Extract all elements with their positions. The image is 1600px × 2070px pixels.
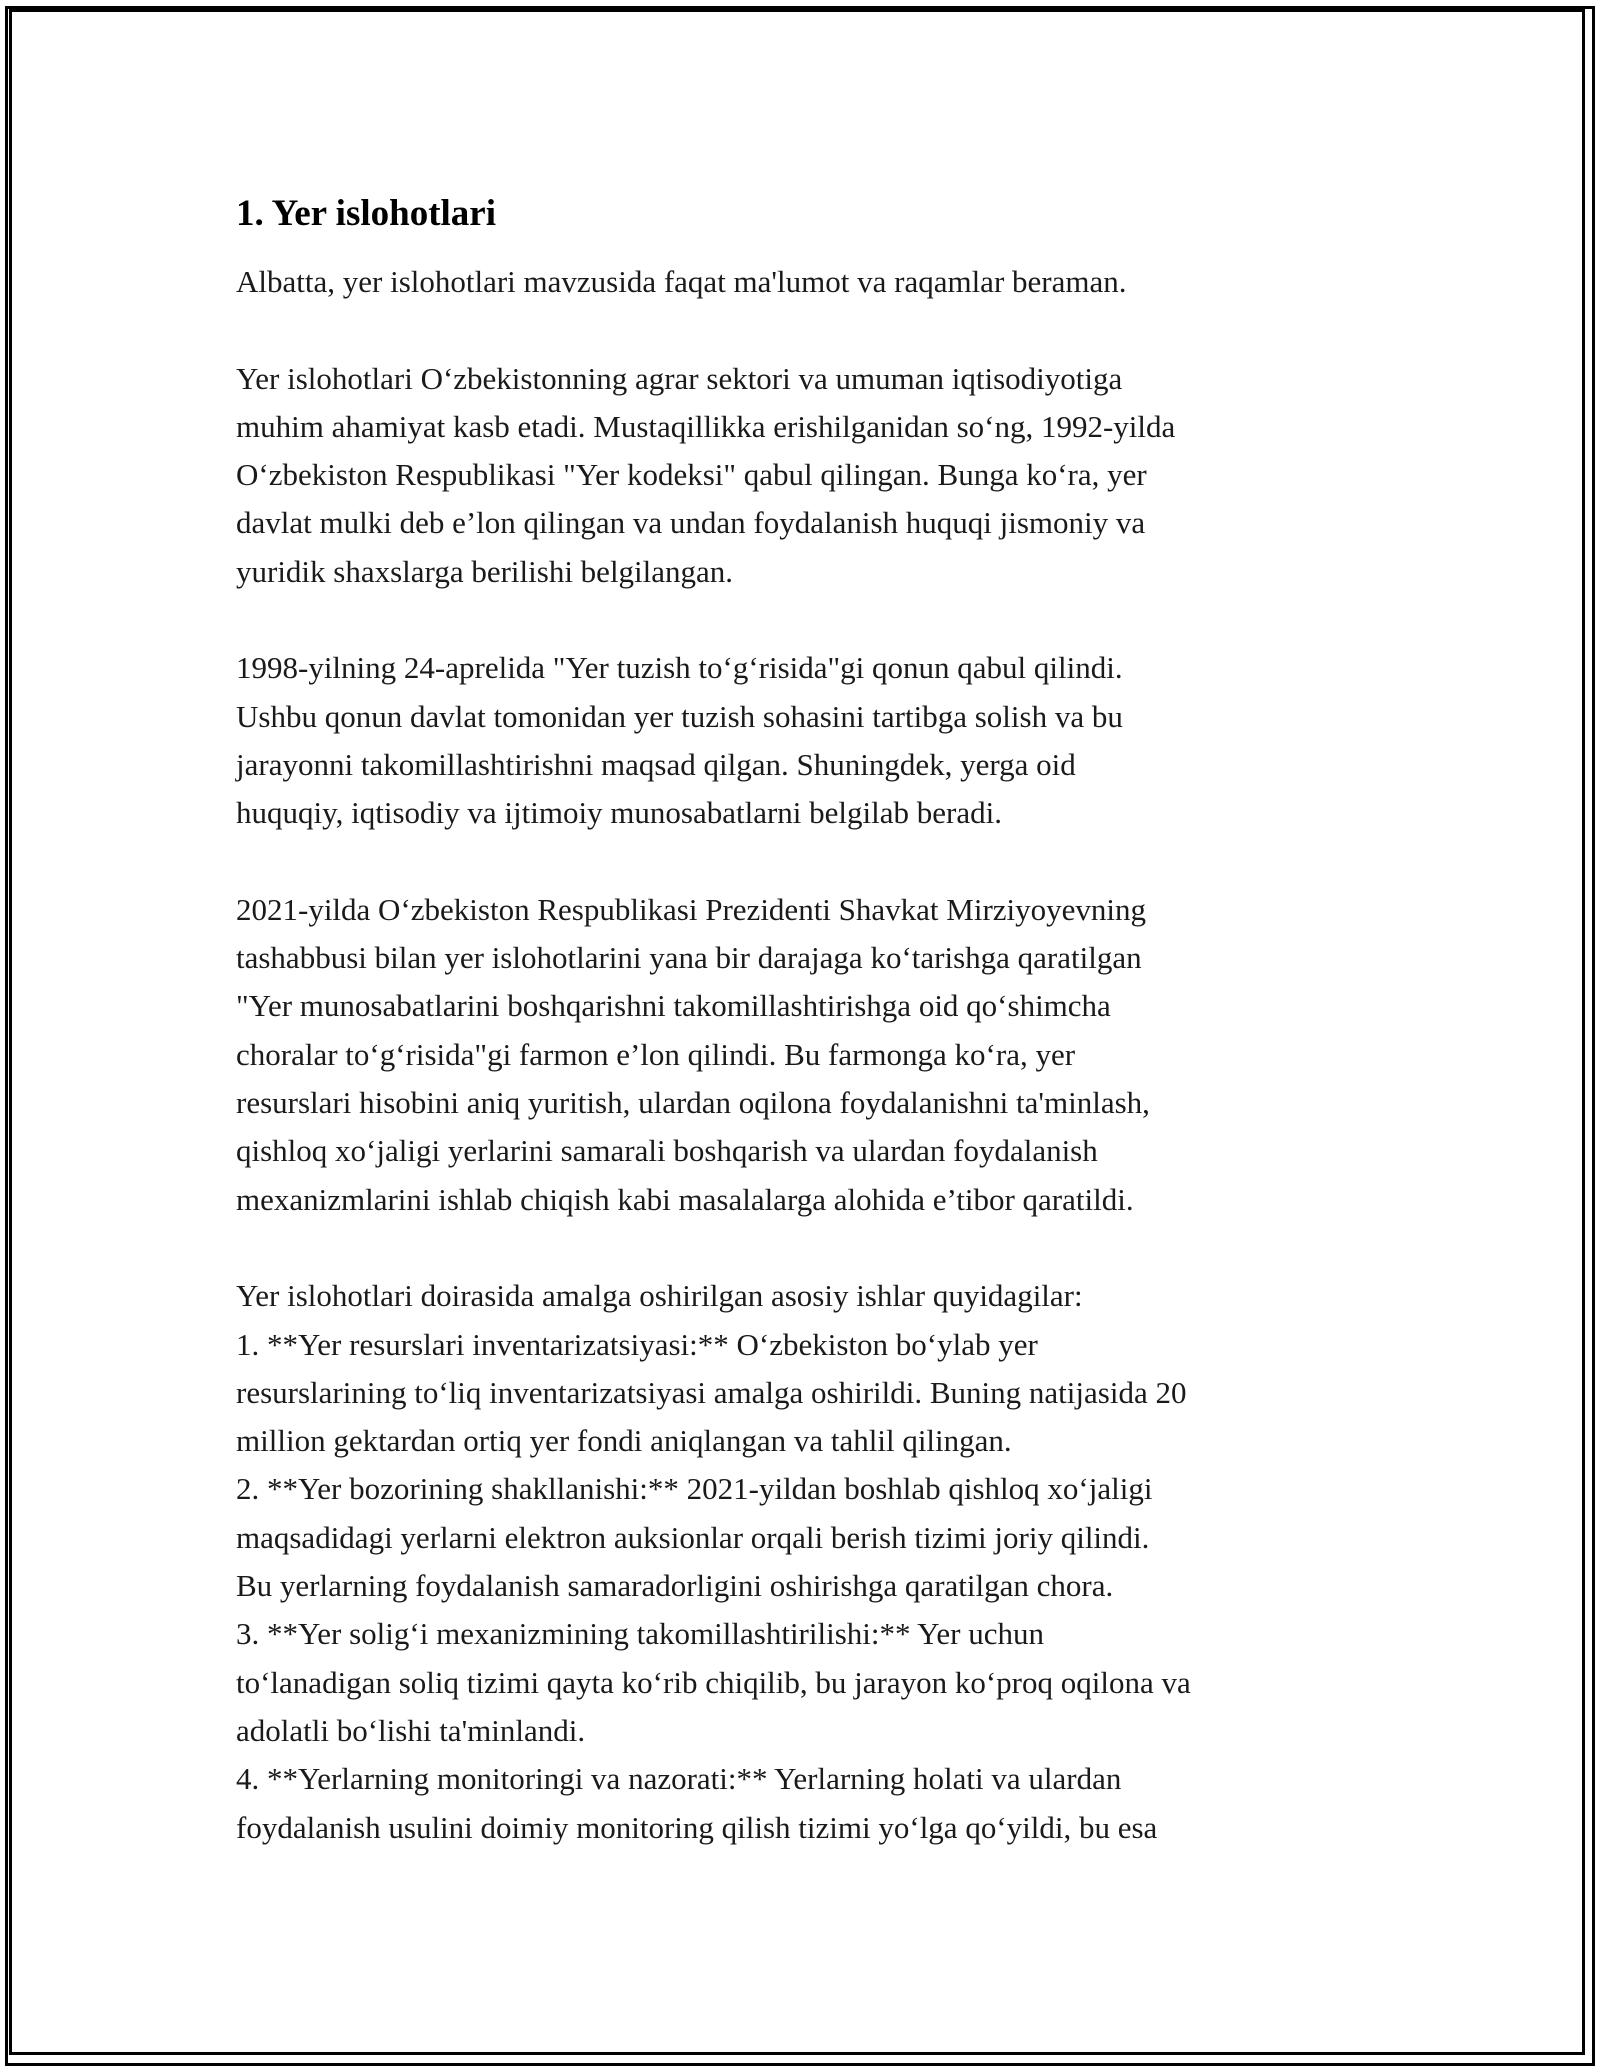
reforms-list [236, 1272, 1396, 1852]
list-item-line: 2. **Yer bozorining shakllanishi:** 2021-yildan boshlab qishloq xo‘jaligi [236, 1471, 1153, 1507]
text-line: tashabbusi bilan yer islohotlarini yana bir darajaga ko‘tarishga qaratilgan [236, 940, 1142, 976]
text-line: mexanizmlarini ishlab chiqish kabi masalalarga alohida e’tibor qaratildi. [236, 1181, 1134, 1217]
list-item-line: 4. **Yerlarning monitoringi va nazorati:** Yerlarning holati va ulardan [236, 1761, 1122, 1797]
text-line: Ushbu qonun davlat tomonidan yer tuzish sohasini tartibga solish va bu [236, 698, 1123, 734]
text-line: Yer islohotlari O‘zbekistonning agrar sektori va umuman iqtisodiyotiga [236, 360, 1123, 396]
paragraph-land-law-1998 [236, 644, 1396, 837]
list-item-line: resurslarining to‘liq inventarizatsiyasi amalga oshirildi. Buning natijasida 20 [236, 1374, 1187, 1410]
text-line: 1998-yilning 24-aprelida "Yer tuzish to‘g‘risida"gi qonun qabul qilindi. [236, 650, 1123, 686]
text-line: "Yer munosabatlarini boshqarishni takomillashtirishga oid qo‘shimcha [236, 988, 1111, 1024]
text-line: huquqiy, iqtisodiy va ijtimoiy munosabatlarni belgilab beradi. [236, 795, 1002, 831]
list-item-line: to‘lanadigan soliq tizimi qayta ko‘rib chiqilib, bu jarayon ko‘proq oqilona va [236, 1664, 1191, 1700]
text-line: davlat mulki deb e’lon qilingan va undan foydalanish huquqi jismoniy va [236, 505, 1146, 541]
paragraph-intro [236, 258, 1396, 306]
list-intro-line: Yer islohotlari doirasida amalga oshirilgan asosiy ishlar quyidagilar: [236, 1278, 1083, 1314]
list-item-line: foydalanish usulini doimiy monitoring qilish tizimi yo‘lga qo‘yildi, bu esa [236, 1809, 1158, 1845]
text-line: qishloq xo‘jaligi yerlarini samarali boshqarish va ulardan foydalanish [236, 1133, 1098, 1169]
document-body [236, 186, 1396, 1852]
text-line: Albatta, yer islohotlari mavzusida faqat ma'lumot va raqamlar beraman. [236, 264, 1127, 299]
list-item-line: 3. **Yer solig‘i mexanizmining takomillashtirilishi:** Yer uchun [236, 1616, 1044, 1652]
paragraph-decree-2021 [236, 886, 1396, 1224]
text-line: yuridik shaxslarga berilishi belgilangan. [236, 553, 734, 589]
text-line: O‘zbekiston Respublikasi "Yer kodeksi" qabul qilingan. Bunga ko‘ra, yer [236, 457, 1147, 493]
list-item-line: 1. **Yer resurslari inventarizatsiyasi:** O‘zbekiston bo‘ylab yer [236, 1326, 1038, 1362]
list-item-line: adolatli bo‘lishi ta'minlandi. [236, 1712, 586, 1748]
list-item-line: million gektardan ortiq yer fondi aniqlangan va tahlil qilingan. [236, 1423, 1012, 1459]
list-item-line: Bu yerlarning foydalanish samaradorligini oshirishga qaratilgan chora. [236, 1568, 1114, 1604]
text-line: muhim ahamiyat kasb etadi. Mustaqillikka erishilganidan so‘ng, 1992-yilda [236, 408, 1176, 444]
list-item-line: maqsadidagi yerlarni elektron auksionlar orqali berish tizimi joriy qilindi. [236, 1519, 1150, 1555]
text-line: choralar to‘g‘risida"gi farmon e’lon qilindi. Bu farmonga ko‘ra, yer [236, 1036, 1076, 1072]
paragraph-land-code [236, 355, 1396, 596]
section-title: 1. Yer islohotlari [236, 193, 497, 234]
text-line: resurslari hisobini aniq yuritish, ulardan oqilona foydalanishni ta'minlash, [236, 1085, 1150, 1121]
text-line: 2021-yilda O‘zbekiston Respublikasi Prezidenti Shavkat Mirziyoyevning [236, 891, 1147, 927]
text-line: jarayonni takomillashtirishni maqsad qilgan. Shuningdek, yerga oid [236, 746, 1076, 782]
